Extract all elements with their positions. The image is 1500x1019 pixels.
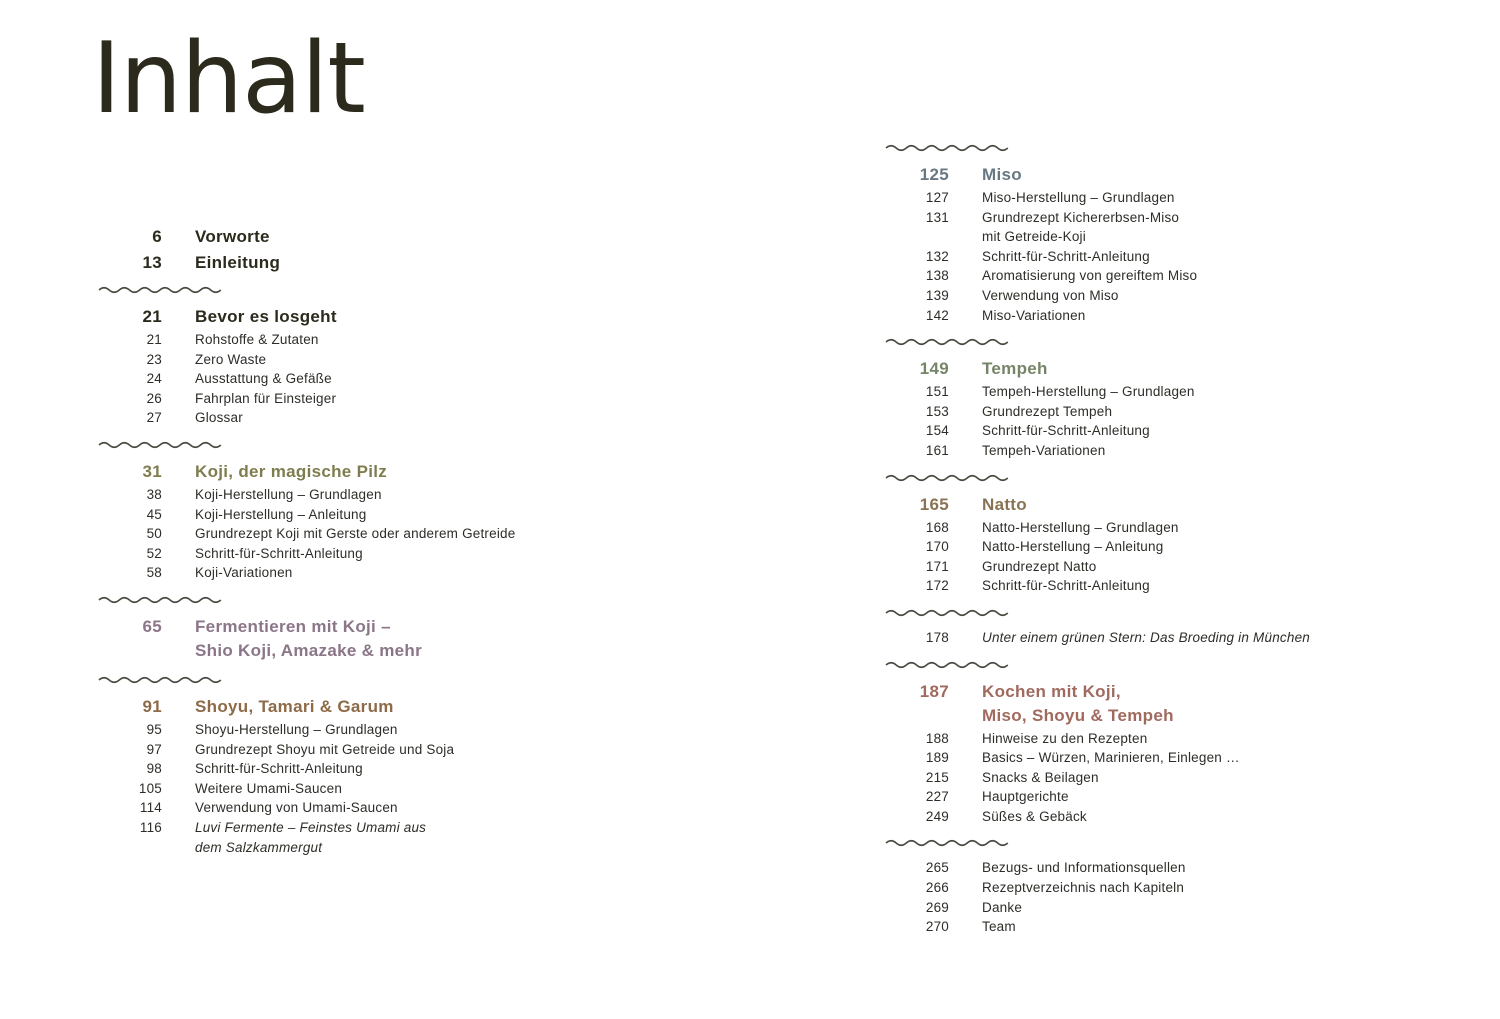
toc-entry[interactable]: [885, 306, 1485, 326]
page-number: 249: [925, 808, 949, 824]
wave-divider: [98, 595, 222, 605]
page-number: 161: [925, 442, 949, 458]
toc-entry[interactable]: [98, 330, 738, 350]
page-number: 170: [925, 539, 949, 555]
page-number: 23: [146, 351, 162, 367]
toc-section: [885, 628, 1485, 648]
entry-title: Basics – Würzen, Marinieren, Einlegen …: [982, 750, 1240, 766]
toc-chapter-heading[interactable]: [98, 695, 738, 719]
toc-section: [98, 615, 738, 663]
page-number: 91: [142, 696, 162, 716]
toc-chapter-heading[interactable]: [98, 460, 738, 484]
toc-entry[interactable]: [98, 798, 738, 818]
toc-entry[interactable]: [885, 787, 1485, 807]
page-number: 125: [919, 165, 949, 184]
entry-title: Weitere Umami-Saucen: [195, 780, 343, 796]
toc-entry[interactable]: [98, 524, 738, 544]
wave-divider: [885, 337, 1009, 347]
entry-title: Bezugs- und Informationsquellen: [982, 860, 1186, 876]
page-number: 52: [146, 545, 162, 561]
wave-divider: [98, 285, 222, 295]
entry-title: Verwendung von Umami-Saucen: [195, 800, 398, 816]
page-number: 6: [152, 227, 162, 246]
toc-section: [885, 680, 1485, 827]
toc-section: [98, 695, 738, 857]
toc-section: [885, 163, 1485, 325]
page-number: 26: [146, 390, 162, 406]
toc-entry[interactable]: [885, 807, 1485, 827]
wave-divider: [98, 440, 222, 450]
page-number: 38: [146, 486, 162, 502]
toc-left-column: [98, 224, 738, 869]
entry-title: Rohstoffe & Zutaten: [195, 332, 319, 347]
chapter-title: Tempeh: [982, 359, 1048, 379]
entry-title: Tempeh-Herstellung – Grundlagen: [982, 384, 1195, 400]
wave-divider: [885, 660, 1009, 670]
entry-title: Grundrezept Koji mit Gerste oder anderem Getreide: [195, 526, 516, 542]
entry-title: Natto-Herstellung – Grundlagen: [982, 519, 1179, 535]
page-number: 168: [925, 519, 949, 535]
toc-entry[interactable]: [885, 628, 1485, 648]
entry-title: Grundrezept Tempeh: [982, 403, 1113, 419]
entry-title: Schritt-für-Schritt-Anleitung: [195, 545, 363, 561]
toc-section: [885, 357, 1485, 460]
page-number: 187: [919, 681, 949, 701]
entry-title: Hauptgerichte: [982, 789, 1069, 805]
page-number: 188: [925, 730, 949, 746]
page-number: 127: [925, 190, 949, 205]
toc-entry-einleitung[interactable]: [98, 250, 738, 275]
page-number: 138: [925, 268, 949, 284]
chapter-title: Bevor es losgeht: [195, 307, 337, 326]
page-number: 50: [146, 526, 162, 542]
toc-chapter-heading[interactable]: [885, 493, 1485, 517]
toc-chapter-heading[interactable]: [98, 305, 738, 329]
page-number: 153: [925, 403, 949, 419]
toc-left-sections: [98, 285, 738, 857]
toc-intro: [98, 224, 738, 275]
toc-right-column: [885, 143, 1485, 949]
toc-entry[interactable]: [98, 759, 738, 779]
entry-title: Schritt-für-Schritt-Anleitung: [982, 578, 1150, 594]
chapter-title: Miso: [982, 165, 1022, 184]
entry-title: Vorworte: [195, 227, 270, 246]
page-number: 266: [925, 880, 949, 896]
page-number: 58: [146, 565, 162, 581]
toc-entry[interactable]: [885, 858, 1485, 878]
toc-entry[interactable]: [98, 389, 738, 409]
entry-title: Miso-Herstellung – Grundlagen: [982, 190, 1175, 205]
page-number: 139: [925, 287, 949, 303]
page-number: 270: [925, 919, 949, 935]
toc-chapter-heading[interactable]: [885, 680, 1485, 728]
chapter-title: Koji, der magische Pilz: [195, 461, 388, 481]
toc-entry[interactable]: [98, 505, 738, 525]
entry-title: Luvi Fermente – Feinstes Umami aus dem Salzkammergut: [195, 819, 427, 855]
page-number: 178: [925, 629, 949, 645]
entry-title: Natto-Herstellung – Anleitung: [982, 539, 1164, 555]
toc-entry[interactable]: [885, 286, 1485, 306]
toc-entry[interactable]: [885, 557, 1485, 577]
page-number: 227: [925, 789, 949, 805]
entry-title: Koji-Herstellung – Grundlagen: [195, 486, 382, 502]
page-number: 98: [146, 761, 162, 777]
toc-entry[interactable]: [98, 408, 738, 428]
page-number: 265: [925, 860, 949, 876]
page-number: 27: [146, 410, 162, 426]
entry-title: Fahrplan für Einsteiger: [195, 390, 337, 406]
entry-title: Danke: [982, 899, 1023, 915]
page-number: 95: [146, 721, 162, 737]
toc-entry[interactable]: [98, 779, 738, 799]
page-number: 215: [925, 769, 949, 785]
entry-title: Unter einem grünen Stern: Das Broeding in München: [982, 629, 1310, 645]
toc-entry[interactable]: [885, 382, 1485, 402]
toc-section: [885, 493, 1485, 596]
page-number: 269: [925, 899, 949, 915]
toc-entry-vorworte[interactable]: [98, 224, 738, 249]
page-number: 97: [146, 741, 162, 757]
toc-entry[interactable]: [98, 544, 738, 564]
toc-chapter-heading[interactable]: [885, 357, 1485, 381]
entry-title: Koji-Variationen: [195, 565, 293, 581]
page-number: 165: [919, 494, 949, 514]
entry-title: Grundrezept Kichererbsen-Miso mit Getreide-Koji: [982, 209, 1180, 245]
entry-title: Glossar: [195, 410, 243, 426]
entry-title: Snacks & Beilagen: [982, 769, 1099, 785]
toc-entry[interactable]: [885, 421, 1485, 441]
toc-chapter-heading[interactable]: [98, 615, 738, 663]
toc-entry[interactable]: [98, 369, 738, 389]
entry-title: Ausstattung & Gefäße: [195, 371, 332, 387]
toc-entry[interactable]: [885, 188, 1485, 208]
page-number: 45: [146, 506, 162, 522]
toc-entry[interactable]: [98, 740, 738, 760]
wave-divider: [885, 143, 1009, 153]
entry-title: Zero Waste: [195, 351, 267, 367]
page-number: 151: [925, 384, 949, 400]
wave-divider: [98, 675, 222, 685]
wave-divider: [885, 838, 1009, 848]
chapter-title: Kochen mit Koji, Miso, Shoyu & Tempeh: [982, 681, 1174, 725]
wave-divider: [885, 473, 1009, 483]
toc-entry[interactable]: [885, 748, 1485, 768]
entry-title: Tempeh-Variationen: [982, 442, 1106, 458]
chapter-title: Fermentieren mit Koji – Shio Koji, Amazake & mehr: [195, 616, 422, 660]
toc-entry[interactable]: [98, 818, 738, 857]
wave-divider: [885, 608, 1009, 618]
entry-title: Grundrezept Shoyu mit Getreide und Soja: [195, 741, 455, 757]
page-title: Inhalt: [92, 22, 365, 136]
entry-title: Schritt-für-Schritt-Anleitung: [195, 761, 363, 777]
toc-entry[interactable]: [98, 720, 738, 740]
entry-title: Miso-Variationen: [982, 307, 1086, 323]
toc-entry[interactable]: [885, 441, 1485, 461]
toc-entry[interactable]: [885, 537, 1485, 557]
toc-entry[interactable]: [885, 768, 1485, 788]
page-number: 142: [925, 307, 949, 323]
page-number: 149: [919, 359, 949, 379]
toc-entry[interactable]: [885, 917, 1485, 937]
page-number: 21: [142, 307, 162, 326]
toc-section: [98, 305, 738, 428]
entry-title: Einleitung: [195, 253, 281, 272]
chapter-title: Natto: [982, 494, 1027, 514]
page-number: 13: [142, 253, 162, 272]
page-number: 114: [139, 800, 162, 816]
toc-entry[interactable]: [885, 247, 1485, 267]
toc-entry[interactable]: [885, 402, 1485, 422]
entry-title: Verwendung von Miso: [982, 287, 1119, 303]
entry-title: Team: [982, 919, 1016, 935]
toc-entry[interactable]: [885, 878, 1485, 898]
toc-section: [98, 460, 738, 583]
toc-entry[interactable]: [98, 563, 738, 583]
page-number: 132: [925, 248, 949, 264]
toc-chapter-heading[interactable]: [885, 163, 1485, 187]
page-number: 172: [925, 578, 949, 594]
toc-entry[interactable]: [885, 518, 1485, 538]
toc-entry[interactable]: [885, 729, 1485, 749]
entry-title: Aromatisierung von gereiftem Miso: [982, 268, 1198, 284]
entry-title: Süßes & Gebäck: [982, 808, 1087, 824]
entry-title: Shoyu-Herstellung – Grundlagen: [195, 721, 398, 737]
toc-entry[interactable]: [885, 576, 1485, 596]
entry-title: Schritt-für-Schritt-Anleitung: [982, 248, 1150, 264]
entry-title: Schritt-für-Schritt-Anleitung: [982, 423, 1150, 439]
toc-entry[interactable]: [885, 266, 1485, 286]
toc-section: [885, 858, 1485, 936]
page-number: 24: [146, 371, 162, 387]
page-number: 154: [925, 423, 949, 439]
entry-title: Rezeptverzeichnis nach Kapiteln: [982, 880, 1185, 896]
toc-right-sections: [885, 143, 1485, 937]
toc-entry[interactable]: [98, 485, 738, 505]
page-number: 171: [925, 558, 949, 574]
page-number: 189: [925, 750, 949, 766]
page-number: 116: [139, 819, 162, 835]
chapter-title: Shoyu, Tamari & Garum: [195, 696, 394, 716]
toc-entry[interactable]: [885, 208, 1485, 247]
toc-entry[interactable]: [98, 350, 738, 370]
page-number: 105: [138, 780, 162, 796]
entry-title: Hinweise zu den Rezepten: [982, 730, 1148, 746]
page-number: 65: [142, 616, 162, 636]
toc-entry[interactable]: [885, 898, 1485, 918]
page-number: 31: [142, 461, 162, 481]
page-number: 21: [146, 332, 162, 347]
page-number: 131: [925, 209, 949, 225]
entry-title: Koji-Herstellung – Anleitung: [195, 506, 367, 522]
entry-title: Grundrezept Natto: [982, 558, 1097, 574]
